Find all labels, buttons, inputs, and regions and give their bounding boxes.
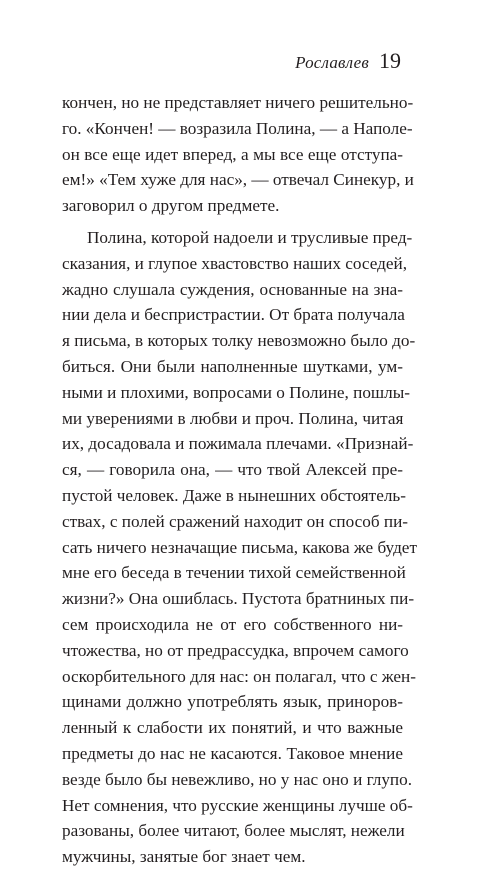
- text-line: нии дела и беспристрастии. От брата получала: [62, 305, 405, 325]
- paragraph: [62, 90, 414, 219]
- text-line: я письма, в которых толку невозможно было до-: [62, 331, 416, 351]
- text-line: разованы, более читают, более мыслят, нежели: [62, 821, 405, 841]
- text-line: чтожества, но от предрассудка, впрочем самого: [62, 640, 409, 660]
- text-line: мне его беседа в течении тихой семейственной: [62, 563, 406, 583]
- text-line: ными и плохими, вопросами о Полине, пошлы-: [62, 382, 410, 402]
- text-line: ем!» «Тем хуже для нас», — отвечал Синекур, и: [62, 170, 414, 190]
- running-title: Рославлев: [295, 53, 369, 72]
- text-line: оскорбительного для нас: он полагал, что с жен-: [62, 666, 416, 686]
- text-line: ленный к слабости их понятий, и что важные: [62, 718, 403, 738]
- text-line: везде было бы невежливо, но у нас оно и глупо.: [62, 769, 413, 789]
- running-header: [295, 48, 401, 74]
- text-line: сать ничего незначащие письма, какова же будет: [62, 537, 417, 557]
- paragraph: [62, 225, 417, 870]
- text-line: ся, — говорила она, — что твой Алексей пре-: [62, 460, 403, 480]
- text-line: Нет сомнения, что русские женщины лучше об-: [62, 795, 413, 815]
- text-line: сем происходила не от его собственного ни-: [62, 614, 403, 634]
- body-text: [62, 90, 417, 870]
- text-line: жадно слушала суждения, основанные на зна-: [62, 279, 403, 299]
- text-line: ми уверениями в любви и проч. Полина, читая: [62, 408, 404, 428]
- text-line: щинами должно употреблять язык, приноров-: [62, 692, 403, 712]
- text-line: сказания, и глупое хвастовство наших соседей,: [62, 253, 407, 273]
- text-line: биться. Они были наполненные шутками, ум-: [62, 356, 403, 376]
- text-line: го. «Кончен! — возразила Полина, — а Наполе-: [62, 118, 413, 138]
- page-number: 19: [379, 48, 401, 73]
- text-line: заговорил о другом предмете.: [62, 196, 280, 216]
- text-line: предметы до нас не касаются. Таковое мнение: [62, 743, 403, 763]
- text-line: их, досадовала и пожимала плечами. «Признай-: [62, 434, 414, 454]
- text-line: пустой человек. Даже в нынешних обстоятель-: [62, 485, 406, 505]
- text-line: ствах, с полей сражений находит он способ пи-: [62, 511, 408, 531]
- text-line: жизни?» Она ошиблась. Пустота братниных пи-: [62, 589, 415, 609]
- text-line: кончен, но не представляет ничего решительно-: [62, 93, 414, 112]
- text-line: он все еще идет вперед, а мы все еще отступа-: [62, 144, 403, 164]
- text-line: мужчины, занятые бог знает чем.: [62, 847, 306, 867]
- text-line: Полина, которой надоели и трусливые пред-: [87, 227, 413, 247]
